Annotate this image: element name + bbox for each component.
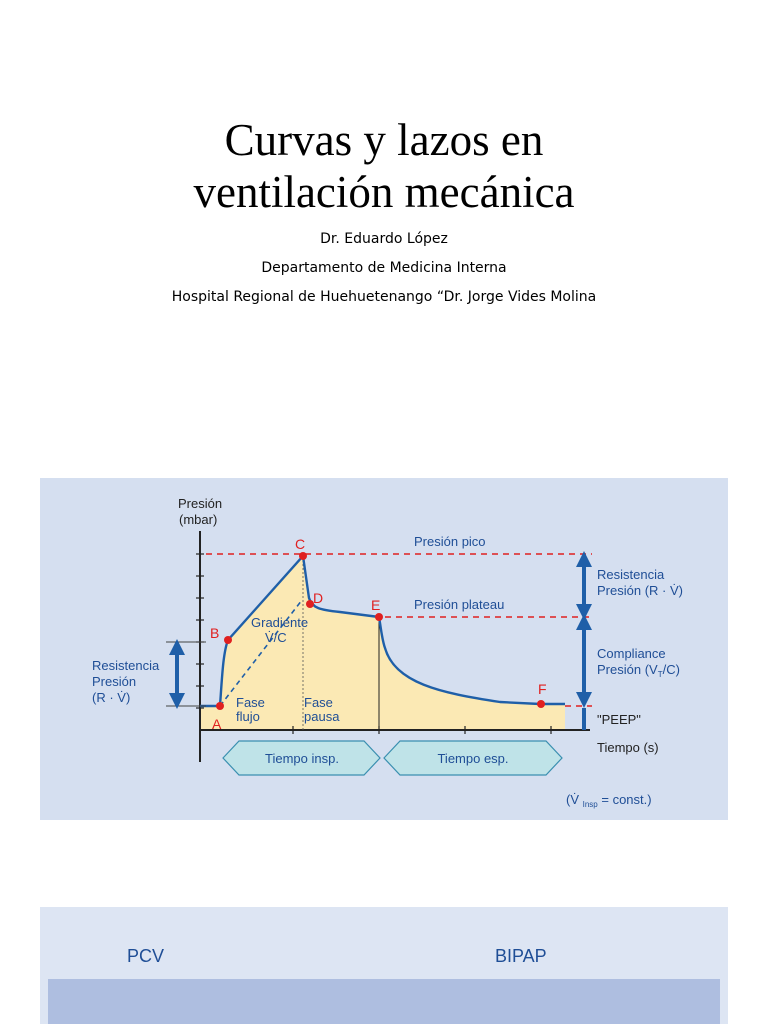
table-header-pcv: PCV <box>127 946 165 966</box>
point-a-label: A <box>212 716 222 732</box>
point-b-marker <box>224 636 232 644</box>
x-axis-label: Tiempo (s) <box>597 740 659 755</box>
gradient-label-1: Gradiente <box>251 615 309 630</box>
peep-label: "PEEP" <box>597 712 641 727</box>
expiration-time-label: Tiempo esp. <box>437 751 509 766</box>
point-c-label: C <box>295 536 306 552</box>
slide-title <box>0 114 768 218</box>
left-resistance-label-2: Presión <box>92 674 137 689</box>
inspiration-time-label: Tiempo insp. <box>265 751 339 766</box>
compliance-label-1: Compliance <box>597 646 666 661</box>
author-name: Dr. Eduardo López <box>320 231 448 247</box>
table-row-band <box>48 979 720 1024</box>
department-name: Departamento de Medicina Interna <box>261 260 507 276</box>
pressure-time-diagram <box>40 478 728 820</box>
point-b-label: B <box>210 625 220 641</box>
point-a-marker <box>216 702 224 710</box>
point-f-label: F <box>538 681 547 697</box>
right-resistance-label-1: Resistencia <box>597 567 665 582</box>
gradient-label-2: V̇/C <box>265 630 287 645</box>
pressure-curve-figure <box>40 478 728 820</box>
phase-pause-label-2: pausa <box>304 709 340 724</box>
table-header-bipap: BIPAP <box>495 946 547 966</box>
y-axis-label-2: (mbar) <box>179 512 218 527</box>
right-resistance-label-2: Presión (R · V̇) <box>597 583 683 598</box>
hospital-name: Hospital Regional de Huehuetenango “Dr. Jorge Vides Molina <box>171 289 597 305</box>
y-axis-label-1: Presión <box>178 496 223 511</box>
left-resistance-label-3: (R · V̇) <box>92 690 131 705</box>
title-line-1: Curvas y lazos en <box>224 115 544 165</box>
peak-pressure-label: Presión pico <box>414 534 486 549</box>
phase-flow-label-1: Fase <box>236 695 265 710</box>
point-d-label: D <box>313 590 324 606</box>
left-resistance-label-1: Resistencia <box>92 658 160 673</box>
title-line-2: ventilación mecánica <box>193 167 575 217</box>
point-e-marker <box>375 613 383 621</box>
mode-comparison-table <box>40 907 728 1024</box>
point-f-marker <box>537 700 545 708</box>
phase-pause-label-1: Fase <box>304 695 333 710</box>
point-c-marker <box>299 552 307 560</box>
phase-flow-label-2: flujo <box>236 709 260 724</box>
compliance-label-2: Presión $(V_T/C)$ <box>597 662 680 679</box>
point-e-label: E <box>371 597 381 613</box>
plateau-pressure-label: Presión plateau <box>414 597 505 612</box>
constant-flow-note: (V̇ $_{Insp}$ = const.) <box>566 792 652 809</box>
